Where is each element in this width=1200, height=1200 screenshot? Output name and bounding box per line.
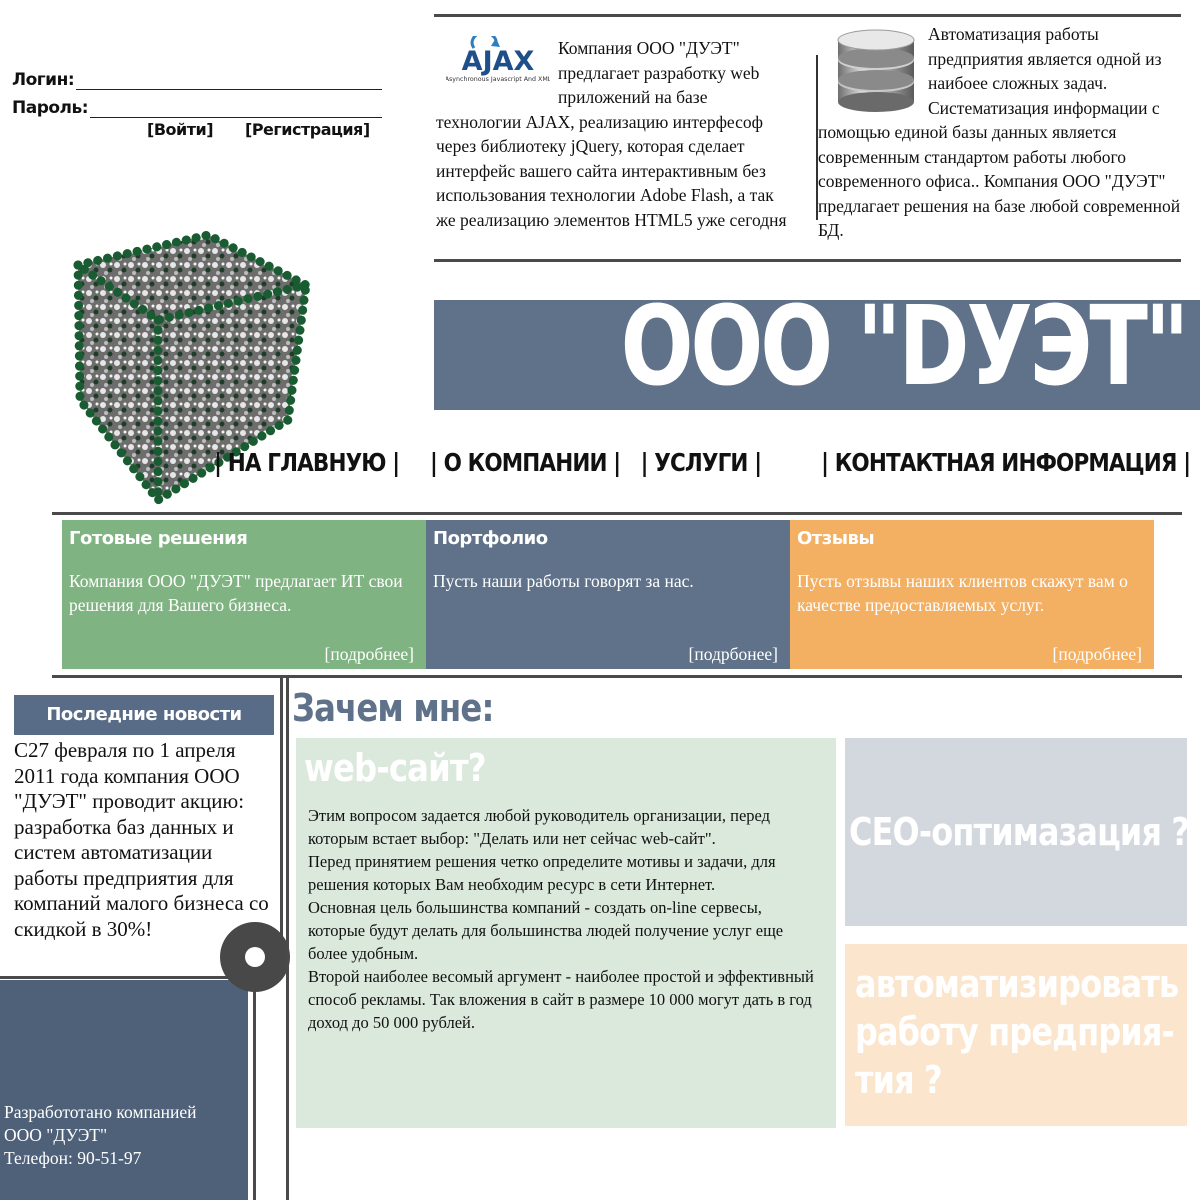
features-divider-bottom (52, 675, 1182, 678)
footer-divider (253, 980, 256, 1200)
feature-portfolio (426, 520, 790, 669)
footer-text (4, 1101, 197, 1170)
paragraph: Этим вопросом задается любой руководитель организации, перед которым встает выбор: "Делать или нет сейчас web-сайт". (308, 806, 771, 848)
feature-more-link[interactable]: [подробнее] (1052, 644, 1142, 664)
top-divider (434, 14, 1181, 17)
feature-text: Пусть отзывы наших клиентов скажут вам о качестве предоставляемых услуг. (797, 571, 1128, 615)
footer-phone: Телефон: 90-51-97 (4, 1148, 142, 1168)
database-article-text: Автоматизация работы предприятия является одной из наибоее сложных задач. Систематизация информации с помощью единой базы данных является современным стандартом работы любого современного офиса.. Компания ООО "ДУЭТ" предлагает решения на базе любой современной БД. (818, 24, 1181, 240)
nav-home[interactable]: | НА ГЛАВНУЮ | (214, 448, 400, 477)
news-header: Последние новости (14, 695, 274, 735)
why-seo-title: СЕО-оптимазация ? (849, 810, 1190, 854)
feature-reviews (790, 520, 1154, 669)
feature-more-link[interactable]: [подрбонее] (688, 644, 778, 664)
feature-text: Компания ООО "ДУЭТ" предлагает ИТ свои решения для Вашего бизнеса. (69, 571, 403, 615)
why-website-box (296, 738, 836, 1128)
news-divider (0, 976, 262, 979)
login-links (147, 120, 370, 139)
company-title: ООО "DУЭТ" (620, 300, 1186, 410)
features-divider-top (52, 512, 1182, 515)
feature-title: Отзывы (797, 528, 875, 549)
disc-icon (220, 922, 290, 992)
feature-text: Пусть наши работы говорят за нас. (433, 571, 694, 591)
feature-more-link[interactable]: [подробнее] (324, 644, 414, 664)
article-database (818, 22, 1183, 243)
top-divider-bottom (434, 259, 1181, 262)
why-website-title: web-сайт? (304, 746, 486, 790)
nav-services[interactable]: | УСЛУГИ | (640, 448, 761, 477)
ajax-logo-subtitle: Asynchronous Javascript And XML (446, 76, 550, 83)
footer (0, 980, 248, 1200)
company-banner (434, 300, 1200, 410)
ajax-logo (446, 36, 550, 86)
password-row (12, 90, 382, 118)
nav-about[interactable]: | О КОМПАНИИ | (430, 448, 621, 477)
news-text: С27 февраля по 1 апреля 2011 года компания ООО "ДУЭТ" проводит акцию: разработка баз данных и систем автоматизации работы предприятия для компаний малого бизнеса со скидкой в 30%! (14, 738, 269, 941)
feature-title: Портфолио (433, 528, 548, 549)
login-input[interactable] (76, 70, 382, 90)
ajax-logo-text: AJAX (461, 46, 535, 77)
login-row (12, 62, 382, 90)
footer-company-name: ООО "ДУЭТ" (4, 1125, 108, 1145)
main-nav (184, 448, 1190, 477)
footer-company: Разработотано компанией (4, 1102, 197, 1122)
ajax-logo-icon (446, 36, 550, 86)
database-icon (832, 26, 920, 114)
why-website-text (308, 804, 823, 1034)
paragraph: Второй наиболее весомый аргумент - наиболее простой и эффективный способ рекламы. Так вложения в сайт в размере 10 000 могут дать в год доход до 50 000 рублей. (308, 967, 814, 1032)
paragraph: Основная цель большинства компаний - создать on-line сервесы, которые будут делать для большинства людей получение услуг еще более удобным. (308, 898, 784, 963)
login-label: Логин: (12, 70, 75, 90)
login-form (12, 62, 382, 139)
why-seo-box[interactable] (845, 738, 1190, 926)
why-automation-box[interactable] (845, 944, 1187, 1126)
register-link[interactable]: [Регистрация] (245, 120, 370, 139)
why-automation-title: автоматизировать работу предприя-тия ? (855, 962, 1179, 1102)
password-label: Пароль: (12, 98, 89, 118)
feature-title: Готовые решения (69, 528, 248, 549)
paragraph: Перед принятием решения четко определите мотивы и задачи, для решения которых Вам необходим ресурс в сети Интернет. (308, 852, 776, 894)
password-input[interactable] (90, 98, 382, 118)
login-link[interactable]: [Войти] (147, 120, 214, 139)
article-ajax (436, 36, 790, 232)
content-divider (286, 677, 289, 1200)
ajax-article-text: Компания ООО "ДУЭТ" предлагает разработку web приложений на базе технологии AJAX, реализацию интерфесоф через библиотеку jQuery, которая сделает интерфейс вашего сайта интерактивным без использования технологии Adobe Flash, а так же реализацию элементов HTML5 уже сегодня (436, 38, 787, 230)
nav-contacts[interactable]: | КОНТАКТНАЯ ИНФОРМАЦИЯ | (820, 448, 1190, 477)
feature-solutions (62, 520, 426, 669)
why-title: Зачем мне: (292, 686, 494, 730)
